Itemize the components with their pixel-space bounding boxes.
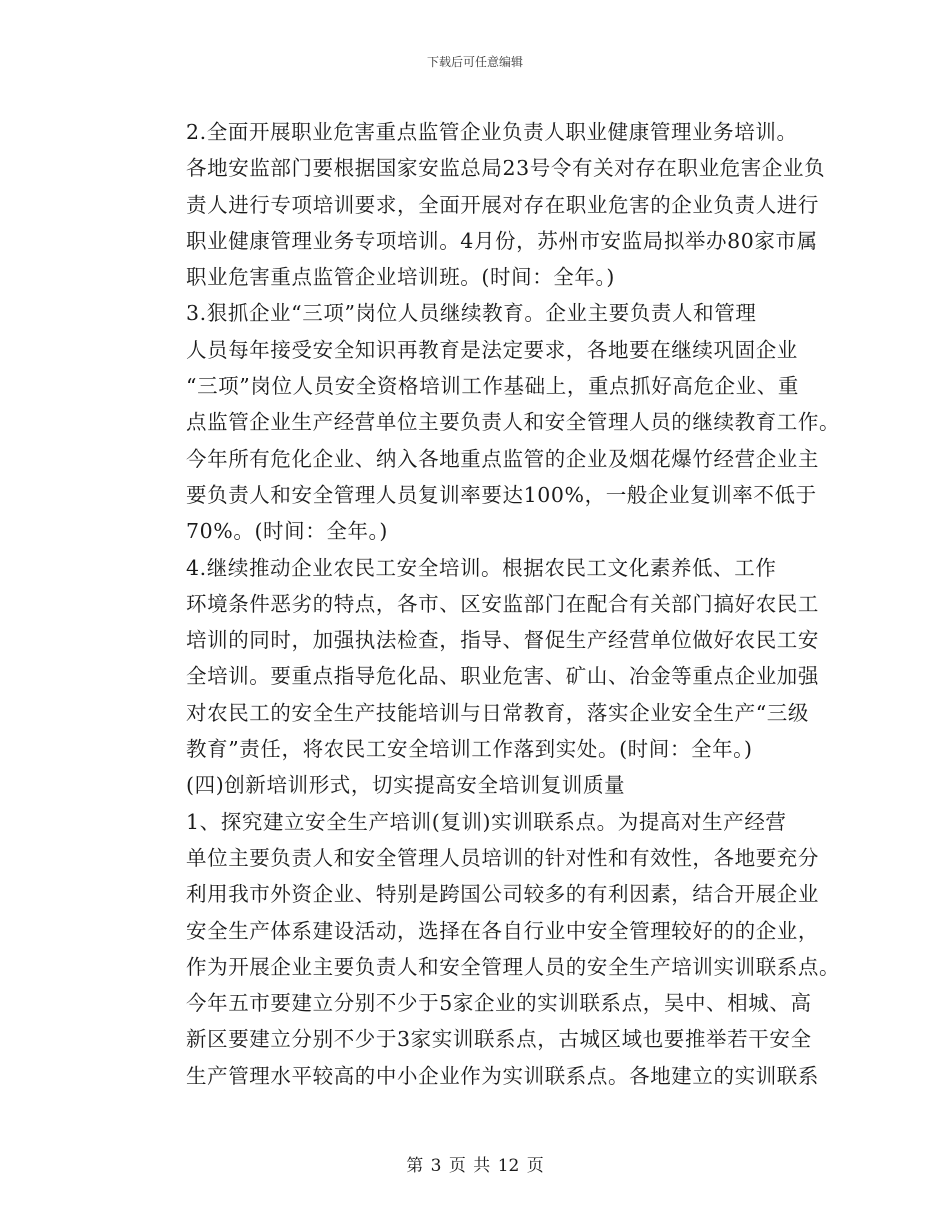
text-line: 利用我市外资企业、特别是跨国公司较多的有利因素，结合开展企业 — [186, 882, 819, 907]
text-line: 职业危害重点监管企业培训班。(时间：全年。) — [186, 265, 615, 290]
text-line: 人员每年接受安全知识再教育是法定要求，各地要在继续巩固企业 — [186, 337, 798, 362]
text-line: 职业健康管理业务专项培训。4月份，苏州市安监局拟举办80家市属 — [186, 228, 818, 253]
text-line: 单位主要负责人和安全管理人员培训的针对性和有效性，各地要充分 — [186, 845, 819, 870]
page-header: 下载后可任意编辑 — [426, 55, 523, 69]
paragraph-item-2 — [145, 114, 826, 295]
text-line: 对农民工的安全生产技能培训与日常教育，落实企业安全生产“三级 — [186, 700, 809, 725]
text-line: 各地安监部门要根据国家安监总局23号令有关对存在职业危害企业负 — [186, 156, 826, 181]
text-line: “三项”岗位人员安全资格培训工作基础上，重点抓好高危企业、重 — [186, 374, 799, 399]
text-line: 今年五市要建立分别不少于5家企业的实训联系点，吴中、相城、高 — [186, 991, 812, 1016]
text-line: 作为开展企业主要负责人和安全管理人员的安全生产培训实训联系点。 — [186, 954, 841, 979]
text-line: 点监管企业生产经营单位主要负责人和安全管理人员的继续教育工作。 — [186, 410, 841, 435]
text-line: 生产管理水平较高的中小企业作为实训联系点。各地建立的实训联系 — [186, 1063, 819, 1088]
page-number-footer: 第 3 页 共 12 页 — [406, 1156, 544, 1176]
text-line: 1、探究建立安全生产培训(复训)实训联系点。为提高对生产经营 — [186, 809, 787, 834]
text-line: 要负责人和安全管理人员复训率要达100%，一般企业复训率不低于 — [186, 482, 817, 507]
text-line: 全培训。要重点指导危化品、职业危害、矿山、冶金等重点企业加强 — [186, 664, 819, 689]
text-line: (四)创新培训形式，切实提高安全培训复训质量 — [186, 773, 626, 798]
text-line: 新区要建立分别不少于3家实训联系点，古城区域也要推举若干安全 — [186, 1027, 812, 1052]
section-heading — [145, 767, 805, 803]
text-line: 安全生产体系建设活动，选择在各自行业中安全管理较好的的企业， — [186, 918, 819, 943]
text-line: 70%。(时间：全年。) — [186, 519, 389, 544]
document-body — [145, 114, 841, 1094]
paragraph-item-4 — [145, 550, 819, 768]
text-line: 培训的同时，加强执法检查，指导、督促生产经营单位做好农民工安 — [186, 628, 819, 653]
text-line: 今年所有危化企业、纳入各地重点监管的企业及烟花爆竹经营企业主 — [186, 446, 819, 471]
text-line: 责人进行专项培训要求，全面开展对存在职业危害的企业负责人进行 — [186, 192, 819, 217]
text-line: 教育”责任，将农民工安全培训工作落到实处。(时间：全年。) — [186, 737, 753, 762]
text-line: 4.继续推动企业农民工安全培训。根据农民工文化素养低、工作 — [186, 555, 777, 580]
text-line: 环境条件恶劣的特点，各市、区安监部门在配合有关部门搞好农民工 — [186, 591, 819, 616]
paragraph-item-1 — [145, 804, 841, 1094]
paragraph-item-3 — [145, 295, 841, 549]
text-line: 2.全面开展职业危害重点监管企业负责人职业健康管理业务培训。 — [186, 120, 798, 144]
text-line: 3.狠抓企业“三项”岗位人员继续教育。企业主要负责人和管理 — [186, 301, 757, 326]
